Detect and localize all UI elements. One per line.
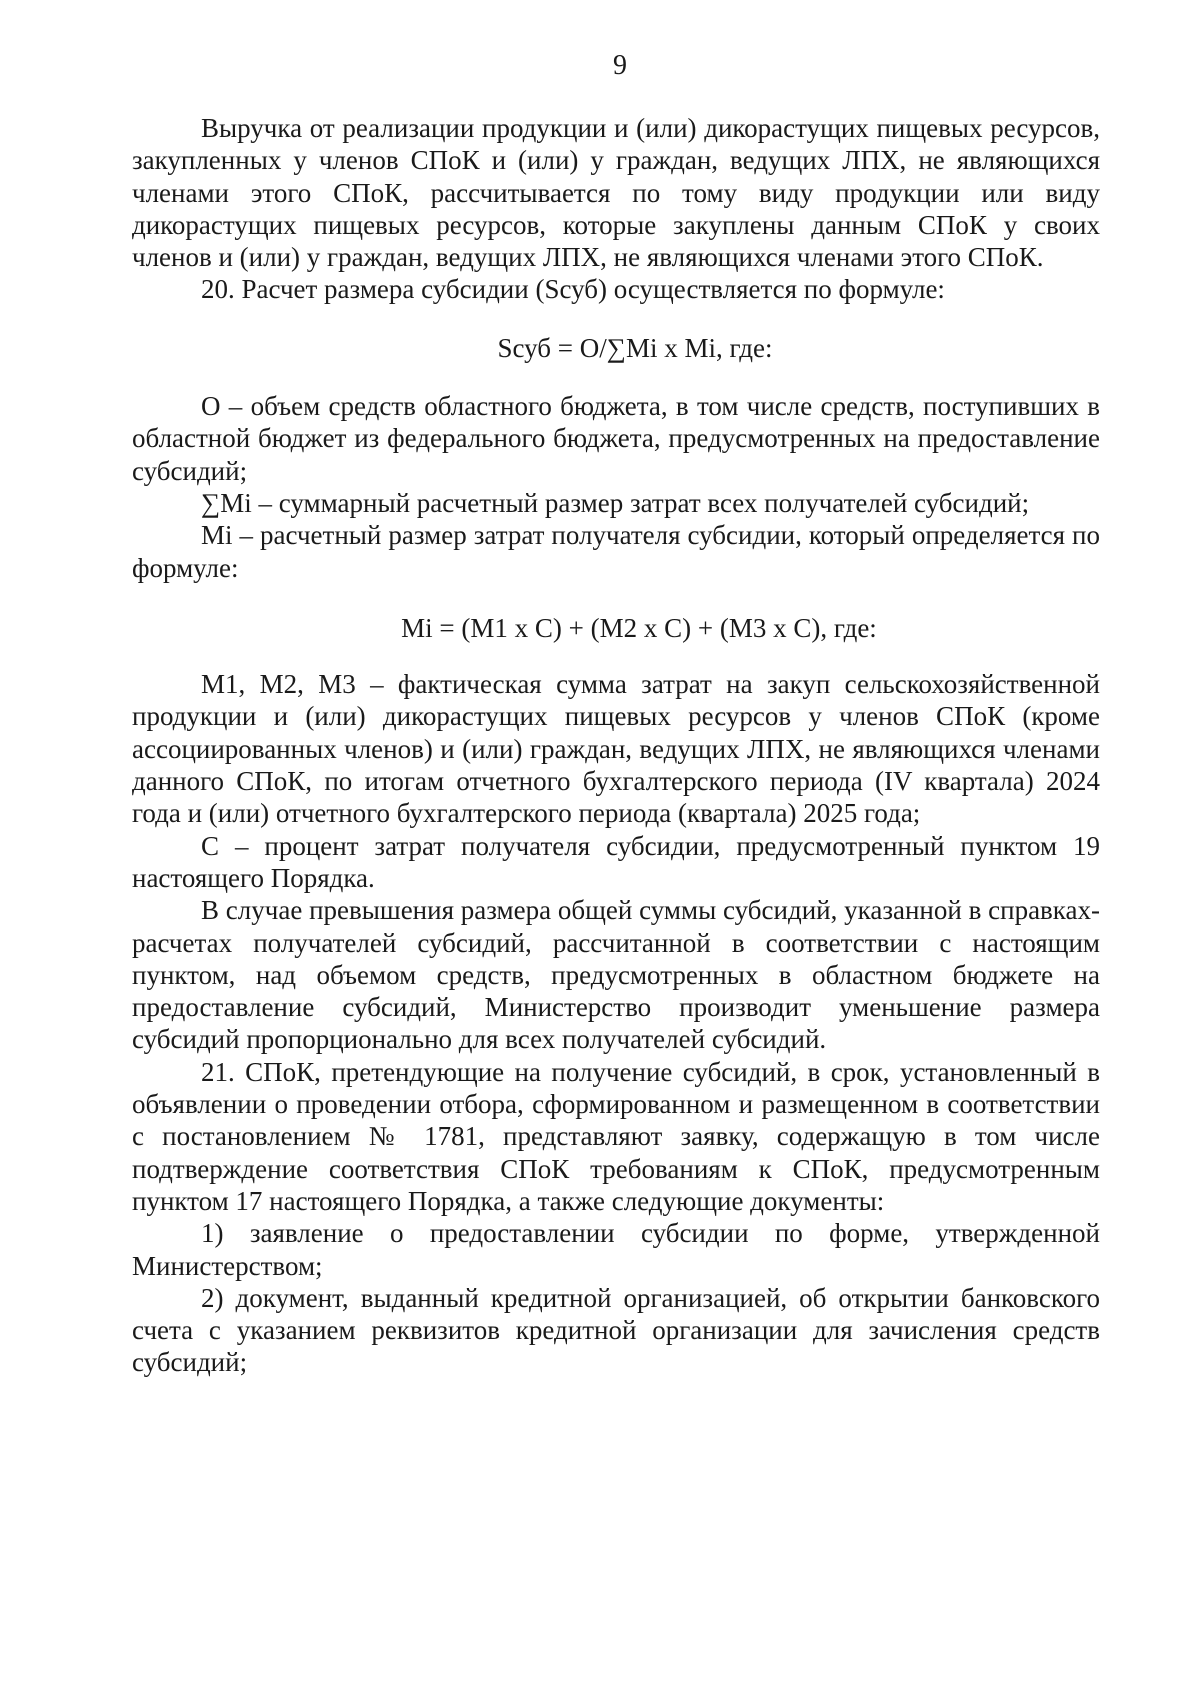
document-body (132, 112, 1100, 1379)
paragraph-definition-o: О – объем средств областного бюджета, в том числе средств, поступивших в областной бюджет из федерального бюджета, предусмотренных на предоставление субсидий; (132, 391, 1100, 486)
paragraph-item-20: 20. Расчет размера субсидии (Sсуб) осуществляется по формуле: (201, 274, 945, 305)
paragraph-definition-mi: Mi – расчетный размер затрат получателя субсидии, который определяется по формуле: (132, 520, 1100, 583)
list-item-bank-document: 2) документ, выданный кредитной организацией, об открытии банковского счета с указанием реквизитов кредитной организации для зачисления средств субсидий; (132, 1282, 1100, 1378)
list-item-application: 1) заявление о предоставлении субсидии по форме, утвержденной Министерством; (132, 1218, 1100, 1281)
paragraph-definition-m1-m2-m3: M1, M2, M3 – фактическая сумма затрат на закуп сельскохозяйственной продукции и (или) дикорастущих пищевых ресурсов у членов СПоК (кроме ассоциированных членов) и (или) граждан, ведущих ЛПХ, не являющихся членами данного СПоК, по итогам отчетного бухгалтерского периода (IV квартала) 2024 года и (или) отчетного бухгалтерского периода (квартала) 2025 года; (132, 669, 1100, 829)
paragraph-definition-sum-mi: ∑Mi – суммарный расчетный размер затрат всех получателей субсидий; (201, 487, 1030, 518)
paragraph-item-21: 21. СПоК, претендующие на получение субсидий, в срок, установленный в объявлении о проведении отбора, сформированном и размещенном в соответствии с постановлением № 1781, представляют заявку, содержащую в том числе подтверждение соответствия СПоК требованиям к СПоК, предусмотренным пунктом 17 настоящего Порядка, а также следующие документы: (132, 1056, 1100, 1216)
formula-mi: Mi = (M1 x C) + (M2 x C) + (M3 x C), где: (401, 612, 877, 643)
paragraph-subsidy-reduction: В случае превышения размера общей суммы субсидий, указанной в справках-расчетах получателей субсидий, рассчитанной в соответствии с настоящим пунктом, над объемом средств, предусмотренных в областном бюджете на предоставление субсидий, Министерство производит уменьшение размера субсидий пропорционально для всех получателей субсидий. (132, 895, 1100, 1055)
page-number: 9 (613, 50, 627, 81)
paragraph-revenue-calculation: Выручка от реализации продукции и (или) дикорастущих пищевых ресурсов, закупленных у членов СПоК и (или) у граждан, ведущих ЛПХ, не являющихся членами этого СПоК, рассчитывается по тому виду продукции или виду дикорастущих пищевых ресурсов, которые закуплены данным СПоК у своих членов и (или) у граждан, ведущих ЛПХ, не являющихся членами этого СПоК. (132, 113, 1100, 273)
formula-subsidy-size: Sсуб = О/∑Mi x Mi, где: (497, 332, 773, 363)
paragraph-definition-c: С – процент затрат получателя субсидии, предусмотренный пунктом 19 настоящего Порядка. (132, 830, 1100, 893)
